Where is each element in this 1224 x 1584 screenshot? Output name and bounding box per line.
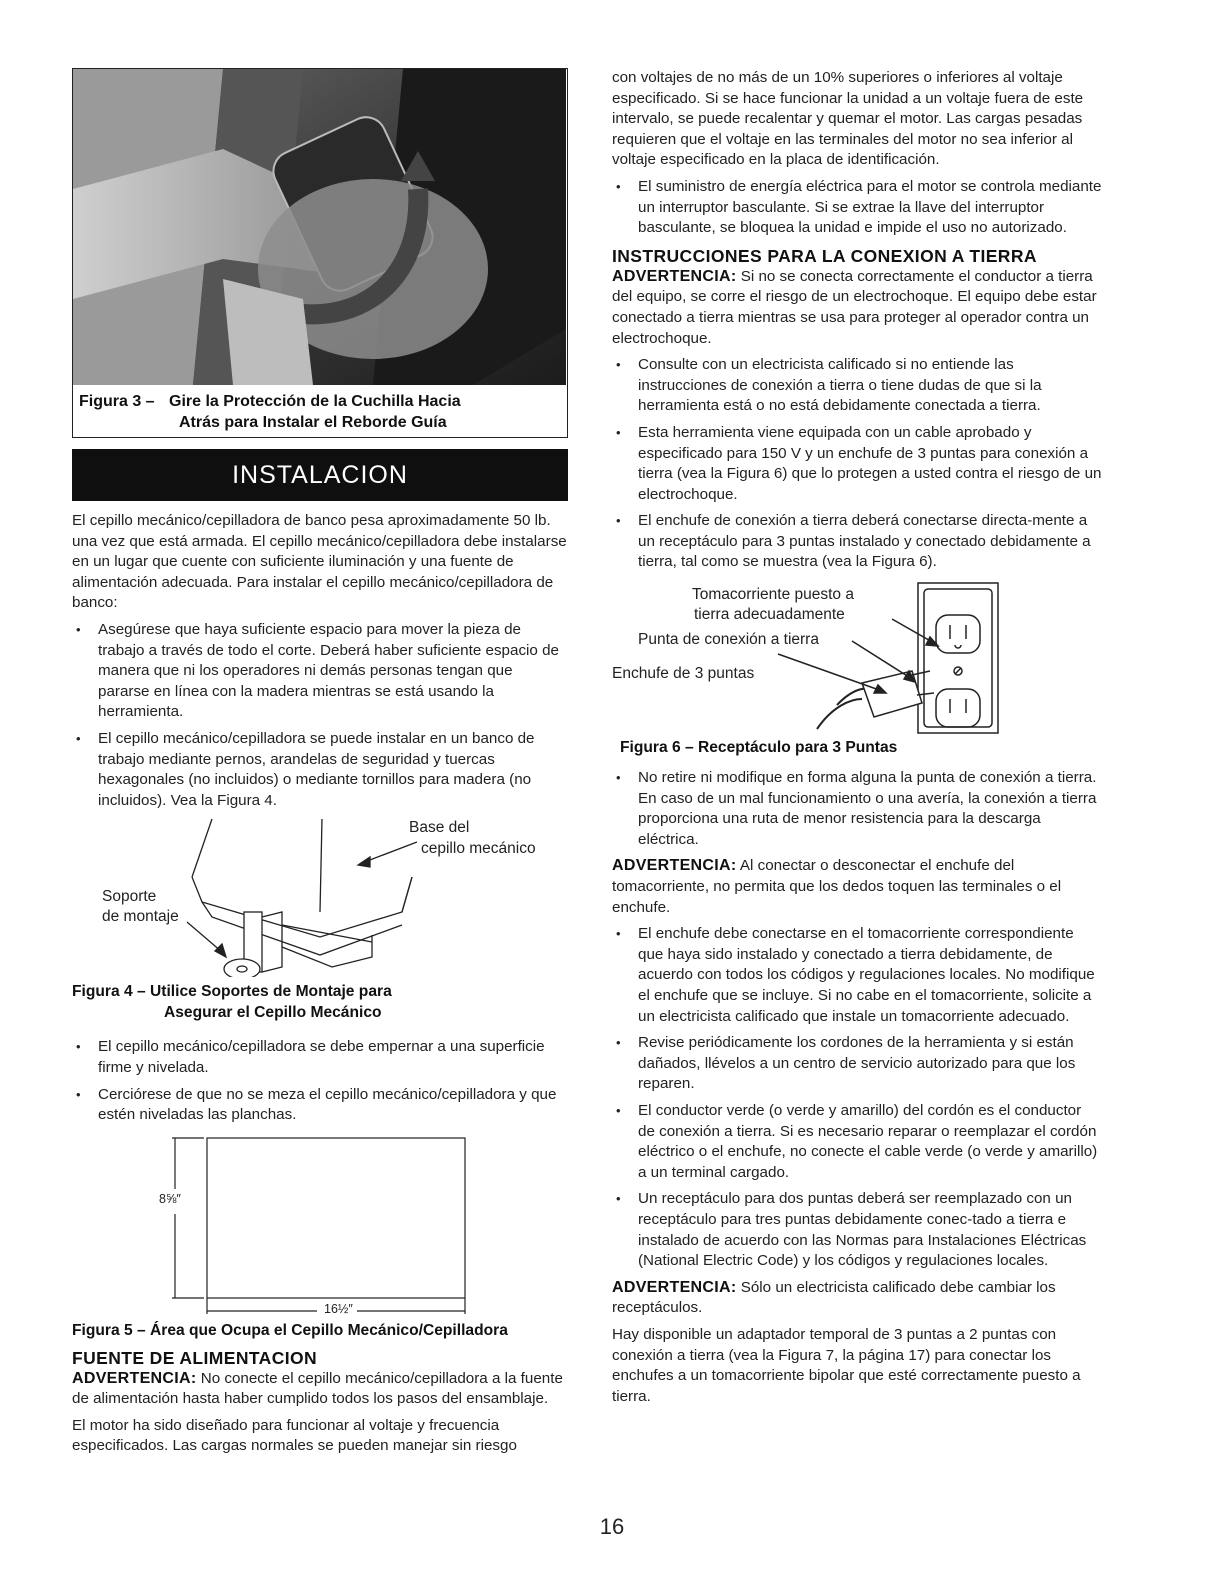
- warning-label: ADVERTENCIA:: [612, 857, 737, 875]
- section-banner: INSTALACION: [72, 449, 568, 501]
- figure-5-caption: Figura 5 – Área que Ocupa el Cepillo Mecánico/Cepilladora: [72, 1321, 508, 1339]
- warning-label: ADVERTENCIA:: [612, 1278, 737, 1296]
- footprint-diagram: [72, 1134, 568, 1314]
- list-item: • Revise periódicamente los cordones de la herramienta y si están dañados, llévelos a un centro de servicio autorizado para que los reparen.: [612, 1033, 1102, 1095]
- figure-3-photo: [73, 69, 566, 385]
- install-bullets: [72, 620, 568, 811]
- outlet-diagram: [612, 579, 1102, 737]
- list-item: • Un receptáculo para dos puntas deberá ser reemplazado con un receptáculo para tres puntas debidamente conec-tado a tierra e instalado de acuerdo con las Normas para Instalaciones Eléctricas (National Electric Code) y los códigos y regulaciones locales.: [612, 1189, 1102, 1271]
- prong-bullets: [612, 768, 1102, 850]
- list-item: • El enchufe de conexión a tierra deberá conectarse directa-mente a un receptáculo para 3 puntas instalado y conectado debidamente a tierra, tal como se muestra (vea la Figura 6).: [612, 511, 1102, 573]
- plug-bullets: [612, 924, 1102, 1272]
- install-intro: El cepillo mecánico/cepilladora de banco pesa aproximadamente 50 lb. una vez que está armada. El cepillo mecánico/cepilladora debe instalarse en un lugar que cuente con suficiente iluminación y una fuente de alimentación adecuada. Para instalar el cepillo mecánico/cepilladora de banco:: [72, 512, 567, 612]
- list-item: • Consulte con un electricista calificado si no entiende las instrucciones de conexión a tierra o tiene dudas de que si la herramienta está o no está debidamente conectada a tierra.: [612, 355, 1102, 417]
- figure-4: [72, 817, 568, 977]
- list-item: • El conductor verde (o verde y amarillo) del cordón es el conductor de conexión a tierra. Si es necesario reparar o reemplazar el cordón eléctrico o el enchufe, no conecte el cable verde (o verde y amarillo) a un terminal cargado.: [612, 1101, 1102, 1183]
- power-warning: ADVERTENCIA: No conecte el cepillo mecánico/cepilladora a la fuente de alimentación hasta haber cumplido todos los pasos del ensamblaje.: [72, 1369, 563, 1408]
- list-item: • Esta herramienta viene equipada con un cable aprobado y especificado para 150 V y un enchufe de 3 puntas para conexión a tierra (vea la Figura 6) que lo protegen a usted contra el riesgo de un electrochoque.: [612, 423, 1102, 505]
- figure-6-outlet-label: Tomacorriente puesto a tierra adecuadamente: [692, 586, 854, 624]
- figure-6: [612, 579, 1102, 737]
- figure-6-caption: Figura 6 – Receptáculo para 3 Puntas: [620, 739, 898, 757]
- figure-6-prong-label: Punta de conexión a tierra: [638, 631, 819, 649]
- figure-5-height-label: 8⅝″: [159, 1191, 181, 1206]
- left-column: [72, 68, 568, 1463]
- list-item: • Asegúrese que haya suficiente espacio para mover la pieza de trabajo a través de todo el corte. Deberá haber suficiente espacio de manera que ni los operadores ni demás personas tengan que pararse en línea con la madera mientras se está usando la herramienta.: [72, 620, 568, 723]
- install-bullets-2: [72, 1037, 568, 1125]
- final-warning: ADVERTENCIA: Sólo un electricista calificado debe cambiar los receptáculos.: [612, 1278, 1056, 1317]
- figure-3: [72, 68, 568, 438]
- figure-6-plug-label: Enchufe de 3 puntas: [612, 665, 755, 683]
- right-column: [612, 68, 1102, 1413]
- ground-bullets: [612, 355, 1102, 573]
- plug-warning: ADVERTENCIA: Al conectar o desconectar el enchufe del tomacorriente, no permita que los dedos toquen las terminales o el enchufe.: [612, 857, 1062, 916]
- figure-4-caption: Figura 4 – Utilice Soportes de Montaje para Asegurar el Cepillo Mecánico: [72, 983, 392, 1022]
- switch-bullets: [612, 177, 1102, 239]
- figure-5-width-label: 16½″: [324, 1301, 353, 1316]
- page-number: 16: [599, 1514, 625, 1539]
- list-item: • El cepillo mecánico/cepilladora se puede instalar en un banco de trabajo mediante pernos, arandelas de seguridad y tuercas hexagonales (no incluidos) o mediante tornillos para madera (no incluidos). Vea la Figura 4.: [72, 729, 568, 811]
- power-paragraph: El motor ha sido diseñado para funcionar al voltaje y frecuencia especificados. Las cargas normales se pueden manejar sin riesgo: [72, 1416, 517, 1455]
- power-heading: FUENTE DE ALIMENTACION: [72, 1347, 318, 1368]
- figure-3-caption-line2: Atrás para Instalar el Reborde Guía: [179, 414, 447, 431]
- adapter-paragraph: Hay disponible un adaptador temporal de 3 puntas a 2 puntas con conexión a tierra (vea la Figura 7, la página 17) para conectar los enchufes a un tomacorriente bipolar que esté correctamente puesto a tierra.: [612, 1325, 1081, 1405]
- warning-label: ADVERTENCIA:: [72, 1369, 197, 1387]
- voltage-paragraph: con voltajes de no más de un 10% superiores o inferiores al voltaje especificado. Si se hace funcionar la unidad a un voltaje fuera de este intervalo, se puede recalentar y quemar el motor. Las cargas pesadas requieren que el voltaje en las terminales del motor no sea inferior al voltaje especificado en la placa de identificación.: [612, 69, 1084, 169]
- figure-3-caption-line1: Gire la Protección de la Cuchilla Hacia: [169, 393, 461, 410]
- figure-3-label: Figura 3 –: [79, 393, 155, 410]
- warning-label: ADVERTENCIA:: [612, 267, 737, 285]
- figure-5: [72, 1134, 568, 1314]
- figure-4-base-label: Base del cepillo mecánico: [409, 819, 536, 858]
- list-item: • Cerciórese de que no se meza el cepillo mecánico/cepilladora y que estén niveladas las planchas.: [72, 1085, 568, 1126]
- ground-heading: INSTRUCCIONES PARA LA CONEXION A TIERRA: [612, 245, 1037, 266]
- list-item: • El suministro de energía eléctrica para el motor se controla mediante un interruptor basculante. Si se extrae la llave del interruptor basculante, se bloquea la unidad e impide el uso no autorizado.: [612, 177, 1102, 239]
- figure-4-support-label: Soporte de montaje: [102, 888, 179, 926]
- blade-guard-illustration: [73, 69, 566, 385]
- list-item: • No retire ni modifique en forma alguna la punta de conexión a tierra. En caso de un mal funcionamiento o una avería, la conexión a tierra proporciona una ruta de menor resistencia para la descarga eléctrica.: [612, 768, 1102, 850]
- list-item: • El cepillo mecánico/cepilladora se debe empernar a una superficie firme y nivelada.: [72, 1037, 568, 1078]
- list-item: • El enchufe debe conectarse en el tomacorriente correspondiente que haya sido instalado y conectado a tierra debidamente, de acuerdo con todos los códigos y regulaciones locales. No modifique el enchufe que se incluye. Si no cabe en el tomacorriente, solicite a un electricista calificado que instale un tomacorriente adecuado.: [612, 924, 1102, 1027]
- figure-3-caption: [79, 391, 461, 433]
- ground-warning: ADVERTENCIA: Si no se conecta correctamente el conductor a tierra del equipo, se corre el riesgo de un electrochoque. El equipo debe estar conectado a tierra mientras se usa para proteger al operador contra un electrochoque.: [612, 267, 1097, 347]
